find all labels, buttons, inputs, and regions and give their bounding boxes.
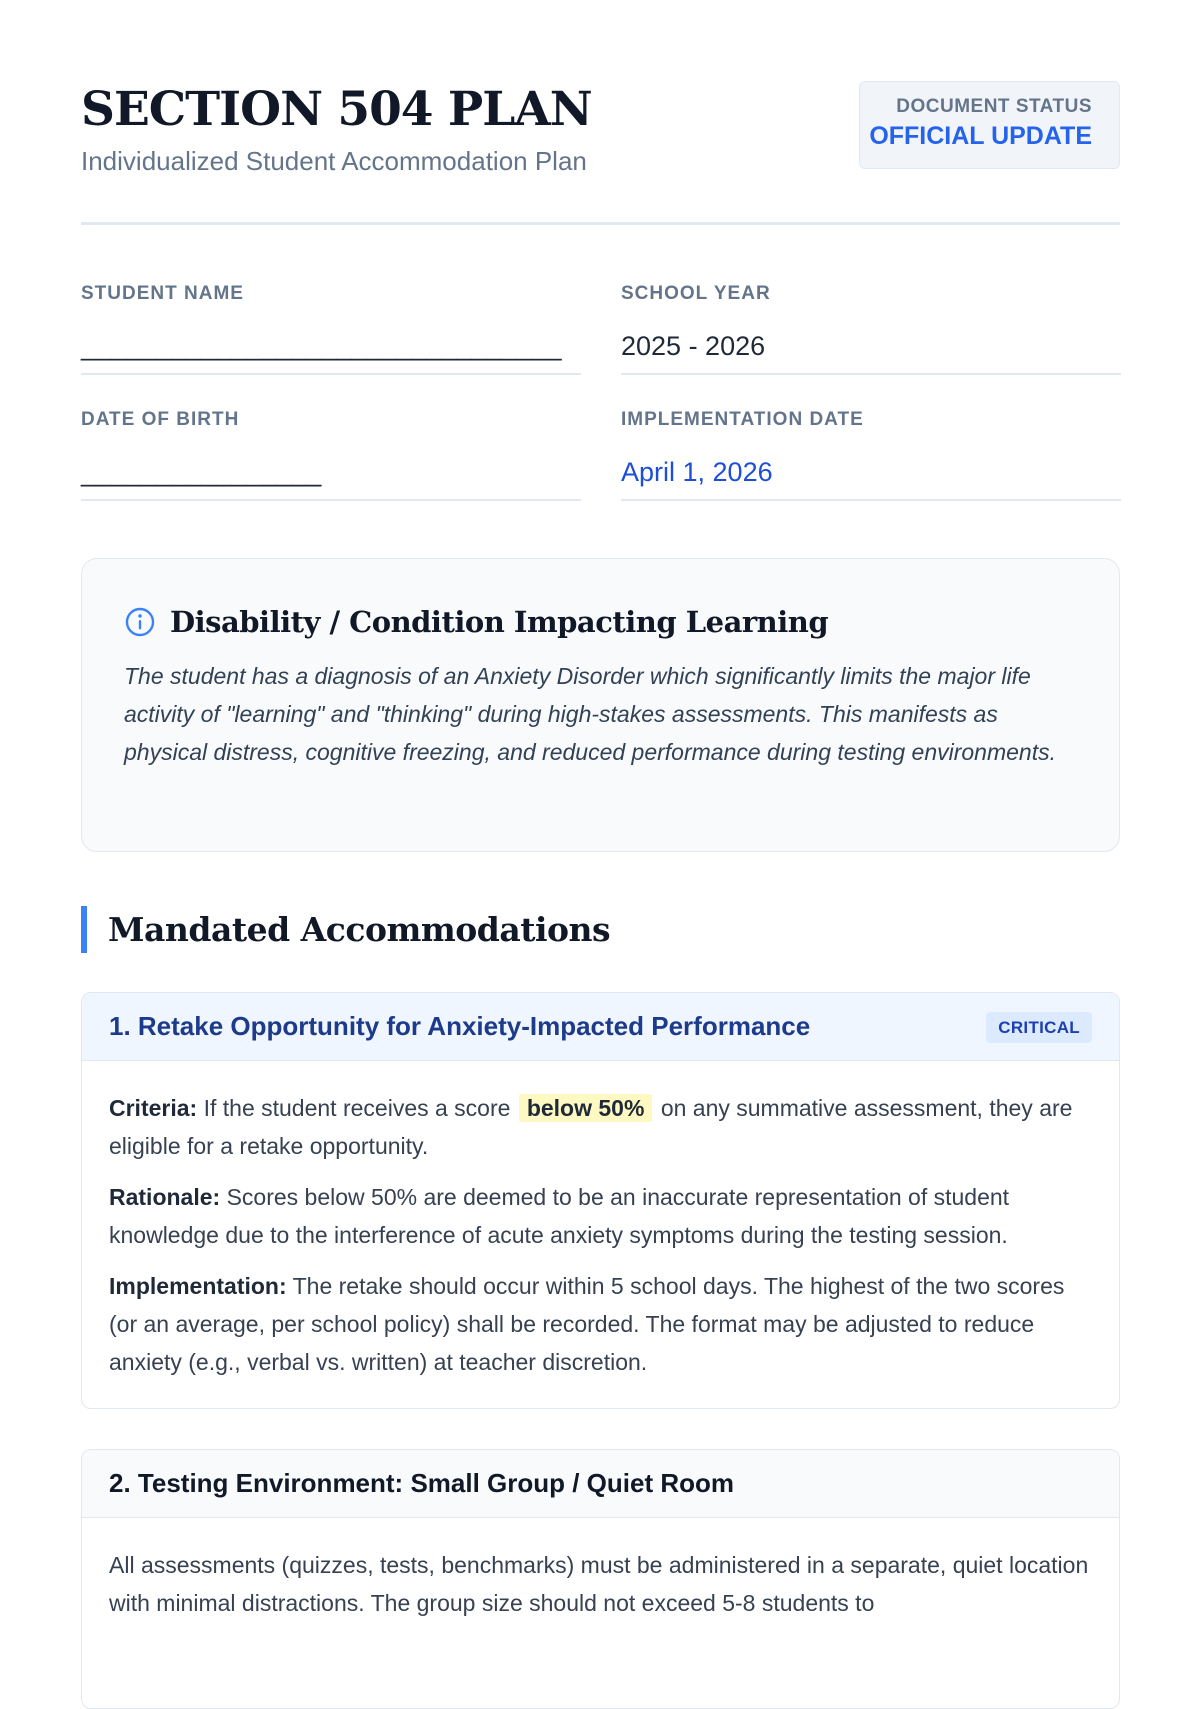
criteria-text-pre: If the student receives a score <box>203 1095 511 1121</box>
implementation-text: The retake should occur within 5 school days. The highest of the two scores (or an average, per school policy) shall be recorded. The format may be adjusted to reduce anxiety (e.g., verbal vs. written) at teacher discretion. <box>109 1273 1065 1375</box>
student-name-label: STUDENT NAME <box>81 283 244 304</box>
student-info-fields <box>81 225 1120 509</box>
rationale-text: Scores below 50% are deemed to be an inaccurate representation of student knowledge due to the interference of acute anxiety symptoms during the testing session. <box>109 1184 1010 1248</box>
document-header <box>81 80 1120 225</box>
implementation-date-label: IMPLEMENTATION DATE <box>621 409 864 430</box>
testing-environment-text: All assessments (quizzes, tests, benchmarks) must be administered in a separate, quiet location with minimal distractions. The group size should not exceed 5-8 students to <box>109 1552 1089 1616</box>
page-title: SECTION 504 PLAN <box>81 82 592 137</box>
implementation-label: Implementation: <box>109 1273 287 1299</box>
accommodation-title: 2. Testing Environment: Small Group / Quiet Room <box>109 1468 735 1498</box>
school-year-value: 2025 - 2026 <box>621 331 766 361</box>
status-value: OFFICIAL UPDATE <box>869 122 1092 150</box>
accommodation-body <box>82 1518 1119 1622</box>
implementation-date-field[interactable] <box>621 409 1121 501</box>
accommodation-card-testing-environment <box>81 1449 1120 1709</box>
critical-badge: CRITICAL <box>986 1012 1092 1043</box>
info-circle-icon <box>124 606 156 638</box>
document-status-box <box>859 81 1120 169</box>
rationale-paragraph <box>109 1178 1092 1254</box>
score-threshold-highlight: below 50% <box>519 1094 653 1122</box>
student-name-value: ________________________________ <box>81 331 562 361</box>
condition-title: Disability / Condition Impacting Learning <box>170 605 829 639</box>
rationale-label: Rationale: <box>109 1184 221 1210</box>
criteria-text-post: on any summative assessment, they are eligible for a retake opportunity. <box>109 1095 1073 1159</box>
date-of-birth-value: ________________ <box>81 457 322 487</box>
status-label: DOCUMENT STATUS <box>896 96 1092 117</box>
implementation-date-value: April 1, 2026 <box>621 457 773 487</box>
page-subtitle: Individualized Student Accommodation Plan <box>81 146 587 176</box>
criteria-label: Criteria: <box>109 1095 198 1121</box>
school-year-label: SCHOOL YEAR <box>621 283 771 304</box>
school-year-field[interactable] <box>621 283 1121 375</box>
accommodations-heading <box>81 906 610 953</box>
document-page <box>81 80 1120 1616</box>
date-of-birth-field[interactable] <box>81 409 581 501</box>
condition-description: The student has a diagnosis of an Anxiety Disorder which significantly limits the major life activity of "learning" and "thinking" during high-stakes assessments. This manifests as physical distress, cognitive freezing, and reduced performance during testing environments. <box>124 663 1056 765</box>
date-of-birth-label: DATE OF BIRTH <box>81 409 240 430</box>
accommodation-title: 1. Retake Opportunity for Anxiety-Impacted Performance <box>109 1011 811 1041</box>
accommodation-header <box>82 993 1119 1061</box>
accommodation-header <box>82 1450 1119 1518</box>
student-name-field[interactable] <box>81 283 581 375</box>
criteria-paragraph <box>109 1089 1092 1165</box>
accommodation-body <box>82 1061 1119 1381</box>
implementation-paragraph <box>109 1267 1092 1381</box>
accommodation-card-retake <box>81 992 1120 1409</box>
condition-header <box>124 603 1077 641</box>
condition-card <box>81 558 1120 852</box>
section-title: Mandated Accommodations <box>108 910 611 949</box>
